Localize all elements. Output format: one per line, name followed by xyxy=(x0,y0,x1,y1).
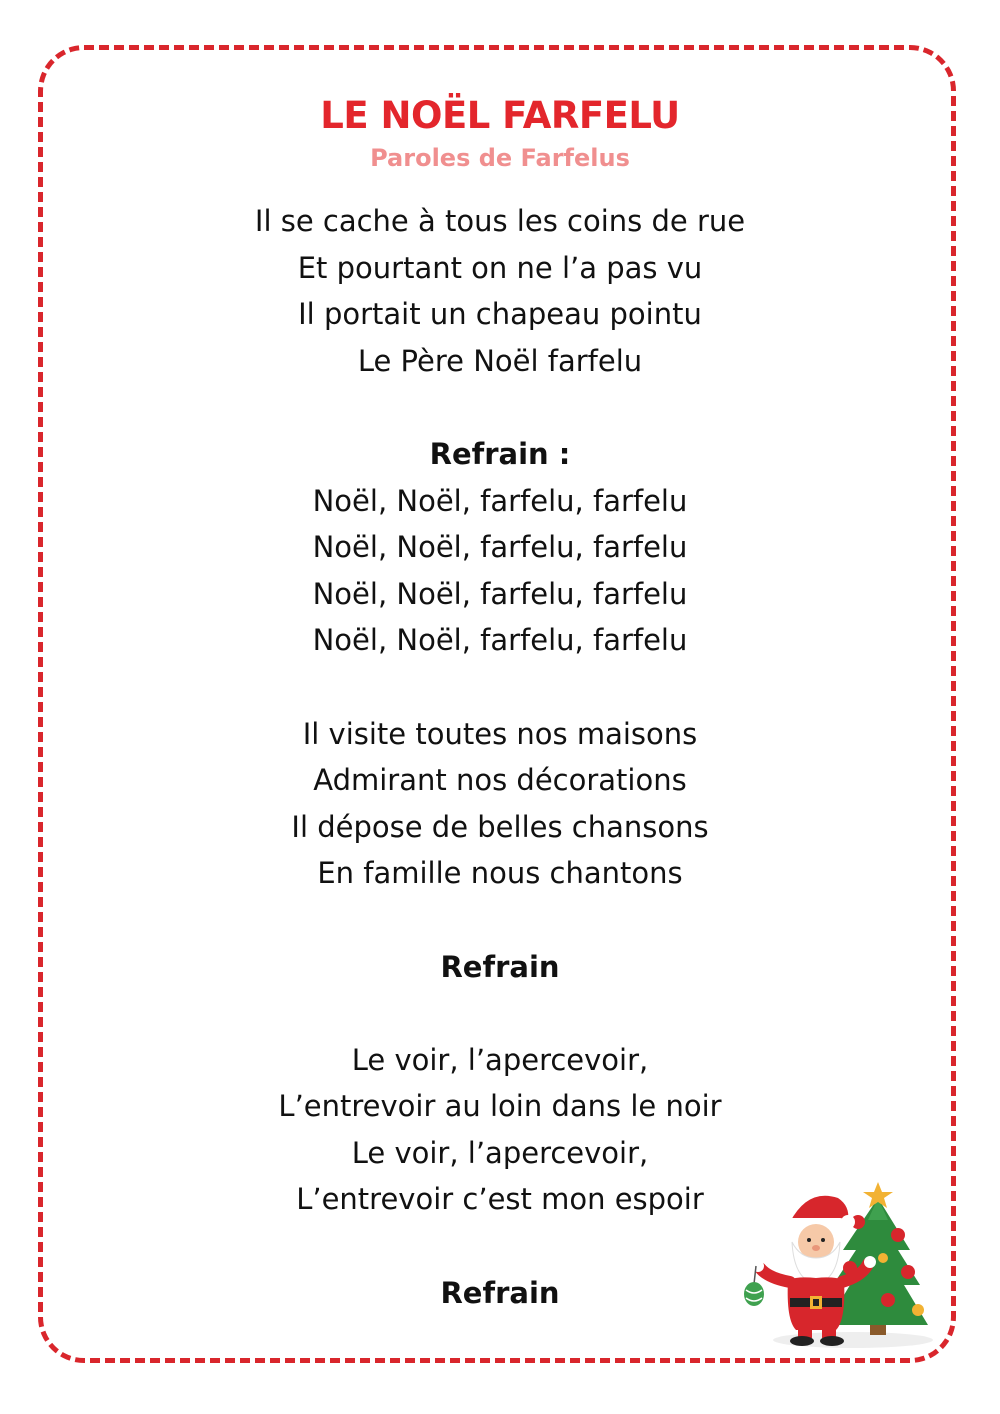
refrain-heading: Refrain : xyxy=(429,436,571,471)
verse2-line: Admirant nos décorations xyxy=(313,763,687,798)
verse3-line: Le voir, l’apercevoir, xyxy=(351,1135,649,1170)
verse1-line: Le Père Noël farfelu xyxy=(357,343,643,378)
refrain-line: Noël, Noël, farfelu, farfelu xyxy=(312,483,688,518)
verse1-line: Il portait un chapeau pointu xyxy=(298,297,702,332)
refrain-line: Noël, Noël, farfelu, farfelu xyxy=(312,530,688,565)
refrain-label: Refrain xyxy=(440,1275,560,1310)
verse2-line: Il dépose de belles chansons xyxy=(291,809,709,844)
verse3-line: L’entrevoir c’est mon espoir xyxy=(296,1182,704,1217)
refrain-line: Noël, Noël, farfelu, farfelu xyxy=(312,576,688,611)
lyrics xyxy=(0,198,1000,1316)
song-subtitle: Paroles de Farfelus xyxy=(370,144,630,172)
santa-with-christmas-tree-icon xyxy=(738,1180,938,1350)
verse1-line: Et pourtant on ne l’a pas vu xyxy=(297,250,703,285)
verse3-line: L’entrevoir au loin dans le noir xyxy=(278,1089,722,1124)
verse3-line: Le voir, l’apercevoir, xyxy=(351,1042,649,1077)
refrain-line: Noël, Noël, farfelu, farfelu xyxy=(312,623,688,658)
verse1-line: Il se cache à tous les coins de rue xyxy=(254,204,746,238)
verse2-line: En famille nous chantons xyxy=(317,856,683,891)
verse2-line: Il visite toutes nos maisons xyxy=(302,716,698,751)
song-title: LE NOËL FARFELU xyxy=(320,94,680,137)
refrain-label: Refrain xyxy=(440,949,560,984)
